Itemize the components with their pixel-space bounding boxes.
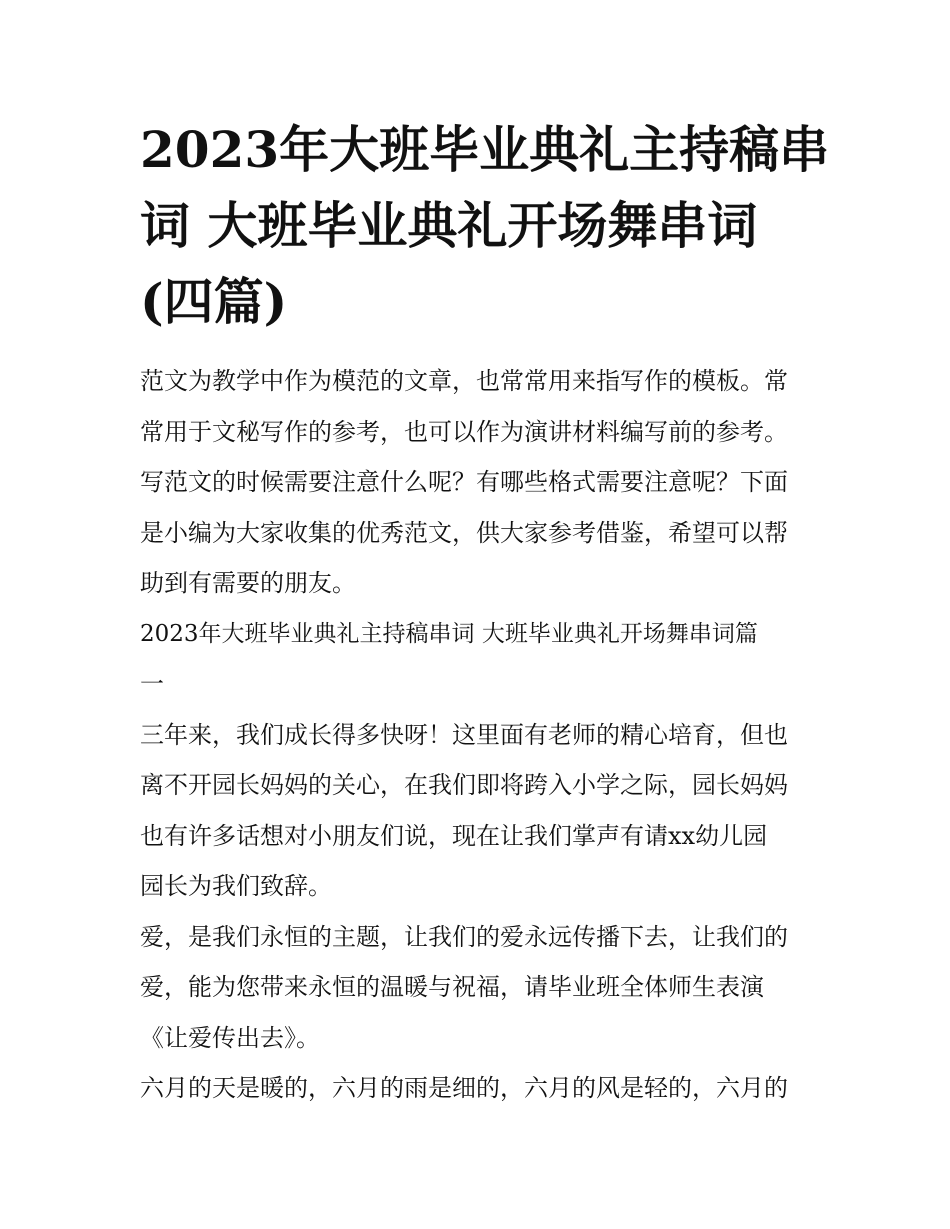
intro-line-3: 写范文的时候需要注意什么呢？有哪些格式需要注意呢？下面 <box>140 468 788 496</box>
paragraph-2-line-3: 《让爱传出去》。 <box>140 1023 320 1052</box>
paragraph-2-line-2: 爱，能为您带来永恒的温暖与祝福，请毕业班全体师生表演 <box>140 973 764 1001</box>
title-line-3: (四篇) <box>140 272 288 331</box>
paragraph-1-line-2: 离不开园长妈妈的关心，在我们即将跨入小学之际，园长妈妈 <box>140 771 788 799</box>
paragraph-1-line-3: 也有许多话想对小朋友们说，现在让我们掌声有请xx幼儿园 <box>140 821 768 850</box>
paragraph-1-line-4: 园长为我们致辞。 <box>140 872 332 900</box>
title-line-2: 词 大班毕业典礼开场舞串词 <box>140 196 758 255</box>
intro-line-2: 常用于文秘写作的参考，也可以作为演讲材料编写前的参考。 <box>140 417 788 446</box>
document-title <box>140 112 830 340</box>
intro-line-4: 是小编为大家收集的优秀范文，供大家参考借鉴，希望可以帮 <box>140 518 788 547</box>
section-heading-line-2: 一 <box>140 670 164 698</box>
paragraph-1-line-1: 三年来，我们成长得多快呀！这里面有老师的精心培育，但也 <box>140 720 788 749</box>
paragraph-2-line-1: 爱，是我们永恒的主题，让我们的爱永远传播下去，让我们的 <box>140 922 788 951</box>
intro-line-5: 助到有需要的朋友。 <box>140 569 356 597</box>
section-heading-line-1: 2023年大班毕业典礼主持稿串词 大班毕业典礼开场舞串词篇 <box>140 620 758 647</box>
title-line-1: 2023年大班毕业典礼主持稿串 <box>140 120 830 179</box>
intro-line-1: 范文为教学中作为模范的文章，也常常用来指写作的模板。常 <box>140 367 788 395</box>
document-body <box>140 356 830 1114</box>
paragraph-3-line-1: 六月的天是暖的，六月的雨是细的，六月的风是轻的，六月的 <box>140 1074 788 1102</box>
